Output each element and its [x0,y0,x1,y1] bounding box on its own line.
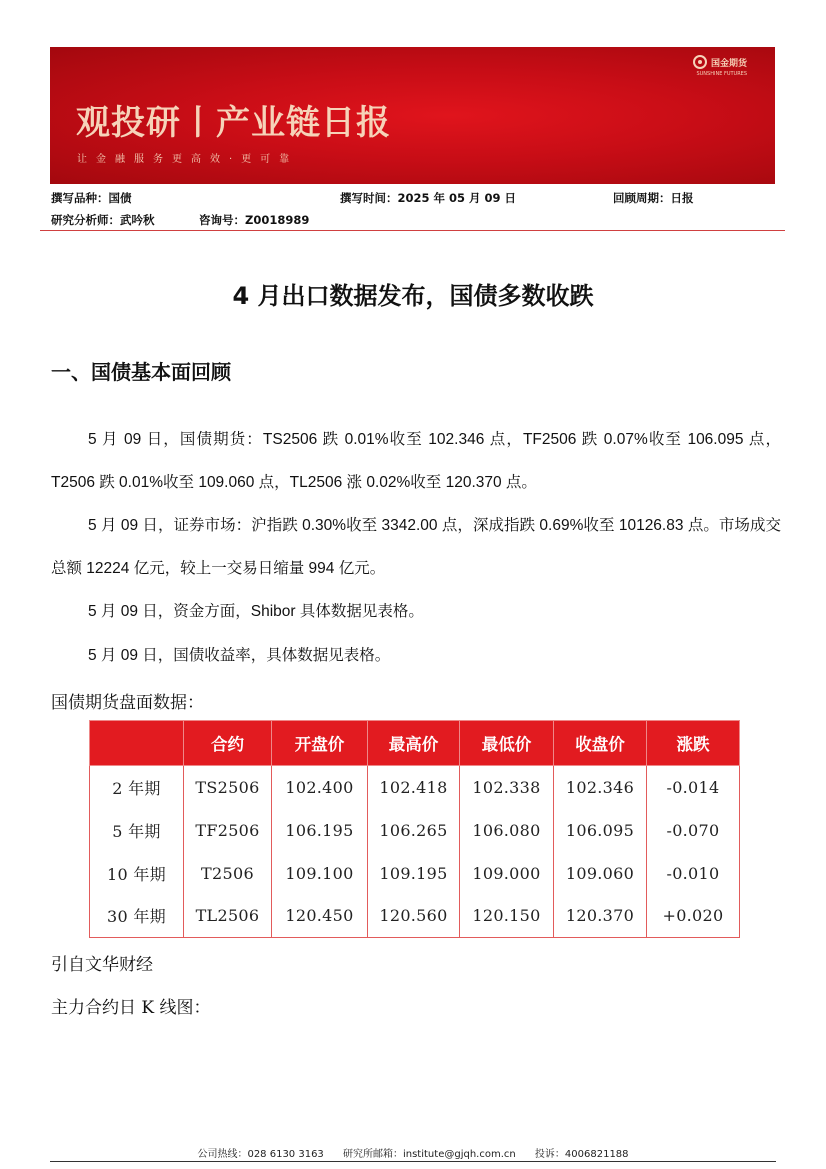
logo-english-name: SUNSHINE FUTURES [696,71,747,77]
footer-divider [50,1161,776,1162]
header-cell: 合约 [184,721,272,766]
table-cell: 10 年期 [90,852,184,895]
header-cell: 最高价 [368,721,460,766]
table-row [90,895,740,938]
header-cell: 收盘价 [554,721,647,766]
futures-quote-table [89,720,740,938]
coin-logo-icon [693,55,707,69]
table-cell: TL2506 [184,895,272,938]
banner-slogan: 让金融服务更高效·更可靠 [77,154,299,165]
table-cell: TF2506 [184,809,272,852]
paragraph-futures [51,418,781,504]
footer-phone: 公司热线：028 6130 3163 [197,1149,324,1160]
table-cell: 109.195 [368,852,460,895]
table-caption: 国债期货盘面数据： [51,693,204,713]
banner-title: 观投研丨产业链日报 [76,103,391,143]
logo-company-name: 国金期货 [710,58,747,69]
paragraph-text: 5 月 09 日，资金方面，Shibor 具体数据见表格。 [88,603,424,620]
table-cell: 102.338 [460,766,554,809]
paragraph-text: 5 月 09 日，证券市场：沪指跌 0.30%收至 3342.00 点，深成指跌 0.69%收至 10126.83 点。市场成交总额 12224 亿元，较上一交易日缩量 994 亿元。 [51,517,781,577]
table-cell: 106.080 [460,809,554,852]
section-heading: 一、国债基本面回顾 [51,360,231,384]
table-cell: 120.150 [460,895,554,938]
paragraph-text: 5 月 09 日，国债期货：TS2506 跌 0.01%收至 102.346 点，TF2506 跌 0.07%收至 106.095 点，T2506 跌 0.01%收至 109.060 点，TL2506 涨 0.02%收至 120.370 点。 [51,431,781,491]
table-cell: -0.014 [647,766,740,809]
table-cell: 120.560 [368,895,460,938]
company-logo [693,55,747,69]
table-cell: 106.195 [272,809,368,852]
table-row [90,852,740,895]
header-cell: 涨跌 [647,721,740,766]
header-banner [50,47,775,184]
footer-complaint: 投诉：4006821188 [534,1149,629,1160]
table-cell: 102.418 [368,766,460,809]
paragraph-text: 5 月 09 日，国债收益率，具体数据见表格。 [88,647,391,664]
paragraph-stock-market [51,504,781,590]
table-cell: 109.100 [272,852,368,895]
header-divider [40,230,785,231]
table-cell: -0.010 [647,852,740,895]
paragraph-yield [51,634,781,677]
table-cell: 109.000 [460,852,554,895]
table-source: 引自文华财经 [51,955,153,975]
meta-license: 咨询号：Z0018989 [199,213,310,227]
table-cell: 5 年期 [90,809,184,852]
table-cell: 106.095 [554,809,647,852]
table-cell: T2506 [184,852,272,895]
table-cell: 109.060 [554,852,647,895]
header-cell [90,721,184,766]
report-title: 4 月出口数据发布，国债多数收跌 [232,282,594,310]
table-cell: 2 年期 [90,766,184,809]
kline-caption: 主力合约日 K 线图： [51,998,211,1018]
header-cell: 最低价 [460,721,554,766]
meta-date: 撰写时间：2025 年 05 月 09 日 [340,191,517,205]
table-cell: 106.265 [368,809,460,852]
table-cell: +0.020 [647,895,740,938]
table-cell: -0.070 [647,809,740,852]
meta-variety: 撰写品种：国债 [51,191,132,205]
table-header-row [90,721,740,766]
table-cell: TS2506 [184,766,272,809]
table-cell: 30 年期 [90,895,184,938]
table-cell: 120.450 [272,895,368,938]
table-cell: 120.370 [554,895,647,938]
meta-cycle: 回顾周期：日报 [613,191,694,205]
meta-analyst: 研究分析师：武吟秋 [51,213,155,227]
page-footer [0,1145,826,1160]
paragraph-funding [51,590,781,633]
table-row [90,766,740,809]
table-row [90,809,740,852]
footer-email: 研究所邮箱：institute@gjqh.com.cn [342,1149,516,1160]
table-cell: 102.400 [272,766,368,809]
header-cell: 开盘价 [272,721,368,766]
table-cell: 102.346 [554,766,647,809]
